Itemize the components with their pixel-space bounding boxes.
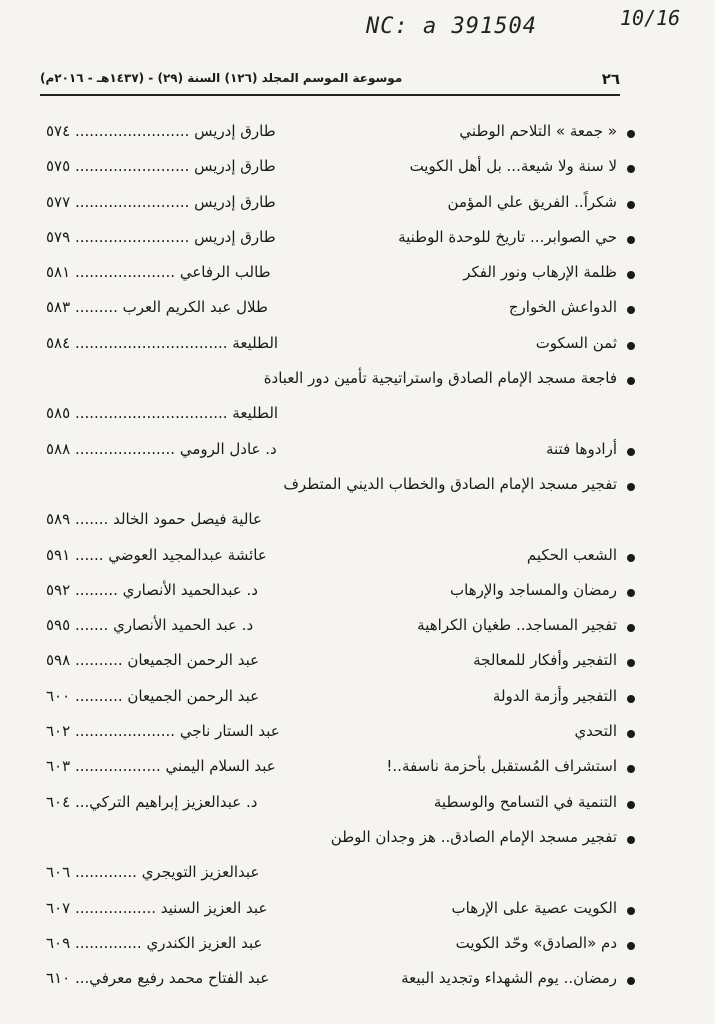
bullet-icon xyxy=(627,554,635,562)
entry-title: التحدي xyxy=(574,722,617,741)
page-number: ٢٦ xyxy=(601,70,620,88)
entry-author-page: عبد الستار ناجي ..................... ٦٠٢ xyxy=(46,722,280,741)
page-header xyxy=(40,68,620,92)
toc-entry xyxy=(46,506,617,541)
entry-author-page: طارق إدريس ........................ ٥٧٥ xyxy=(46,157,276,176)
bullet-icon xyxy=(627,236,635,244)
toc-entry xyxy=(46,753,617,788)
bullet-icon xyxy=(627,483,635,491)
entry-author-page: طالب الرفاعي ..................... ٥٨١ xyxy=(46,263,271,282)
entry-title: الكويت عصية على الإرهاب xyxy=(451,898,617,917)
toc-entry xyxy=(46,789,617,824)
toc-entry xyxy=(46,224,617,259)
toc-entry xyxy=(46,400,617,435)
bullet-icon xyxy=(627,942,635,950)
entry-author-page: الطليعة ................................ ٥٨٤ xyxy=(46,333,279,352)
toc-entry xyxy=(46,294,617,329)
toc-entry xyxy=(46,471,617,506)
entry-title: « جمعة » التلاحم الوطني xyxy=(459,122,617,140)
toc-entry xyxy=(46,365,617,400)
entry-title: الدواعش الخوارج xyxy=(508,298,617,317)
entry-author-page: عبد الفتاح محمد رفيع معرفي... ٦١٠ xyxy=(46,969,270,988)
toc-entry xyxy=(46,895,617,930)
entry-title: ثمن السكوت xyxy=(535,333,617,352)
toc-entry xyxy=(46,189,617,224)
entry-author-page: د. عبدالحميد الأنصاري ......... ٥٩٢ xyxy=(46,580,258,599)
bullet-icon xyxy=(627,589,635,597)
toc-entry xyxy=(46,577,617,612)
table-of-contents xyxy=(46,118,617,1000)
bullet-icon xyxy=(627,695,635,703)
bullet-icon xyxy=(627,907,635,915)
header-rule xyxy=(40,94,620,96)
bullet-icon xyxy=(627,377,635,385)
bullet-icon xyxy=(627,730,635,738)
entry-title: حي الصوابر... تاريخ للوحدة الوطنية xyxy=(398,227,617,246)
entry-title: أرادوها فتنة xyxy=(545,439,617,458)
entry-author-page: د. عبد الحميد الأنصاري ....... ٥٩٥ xyxy=(46,616,254,635)
entry-author-page: عبد الرحمن الجميعان .......... ٦٠٠ xyxy=(46,686,260,705)
journal-title: موسوعة الموسم المجلد (١٢٦) السنة (٢٩) - (١٤٣٧هـ - ٢٠١٦م) xyxy=(40,71,403,85)
entry-title: تفجير مسجد الإمام الصادق.. هز وجدان الوطن xyxy=(330,827,617,846)
bullet-icon xyxy=(627,765,635,773)
toc-entry xyxy=(46,118,617,153)
toc-entry xyxy=(46,647,617,682)
entry-author-page: الطليعة ................................ ٥٨٥ xyxy=(46,404,279,423)
bullet-icon xyxy=(627,448,635,456)
entry-title: شكراً.. الفريق علي المؤمن xyxy=(447,192,617,211)
entry-author-page: طارق إدريس ........................ ٥٧٧ xyxy=(46,192,276,211)
bullet-icon xyxy=(627,201,635,209)
toc-entry xyxy=(46,718,617,753)
bullet-icon xyxy=(627,306,635,314)
entry-title: التفجير وأزمة الدولة xyxy=(492,686,617,705)
entry-title: التنمية في التسامح والوسطية xyxy=(433,792,617,811)
toc-entry xyxy=(46,436,617,471)
bullet-icon xyxy=(627,836,635,844)
bullet-icon xyxy=(627,165,635,173)
entry-author-page: د. عبدالعزيز إبراهيم التركي... ٦٠٤ xyxy=(46,792,258,811)
entry-author-page: عائشة عبدالمجيد العوضي ...... ٥٩١ xyxy=(46,545,267,564)
entry-author-page: عبد العزيز الكندري .............. ٦٠٩ xyxy=(46,933,263,952)
toc-entry xyxy=(46,683,617,718)
bullet-icon xyxy=(627,624,635,632)
toc-entry xyxy=(46,824,617,859)
entry-author-page: عبد الرحمن الجميعان .......... ٥٩٨ xyxy=(46,651,260,670)
handwritten-number: 10/16 xyxy=(620,6,681,30)
toc-entry xyxy=(46,965,617,1000)
entry-title: ظلمة الإرهاب ونور الفكر xyxy=(463,263,617,282)
toc-entry xyxy=(46,542,617,577)
bullet-icon xyxy=(627,977,635,985)
entry-title: تفجير المساجد.. طغيان الكراهية xyxy=(417,616,617,635)
entry-author-page: عالية فيصل حمود الخالد ....... ٥٨٩ xyxy=(46,510,262,529)
toc-entry xyxy=(46,612,617,647)
entry-title: الشعب الحكيم xyxy=(526,545,617,564)
entry-title: دم «الصادق» وحّد الكويت xyxy=(455,933,617,952)
entry-title: فاجعة مسجد الإمام الصادق واستراتيجية تأمين دور العبادة xyxy=(263,369,617,388)
entry-title: التفجير وأفكار للمعالجة xyxy=(473,651,617,670)
entry-author-page: عبدالعزيز التويجري ............. ٦٠٦ xyxy=(46,863,260,882)
entry-title: لا سنة ولا شيعة... بل أهل الكويت xyxy=(409,157,617,176)
bullet-icon xyxy=(627,801,635,809)
entry-title: تفجير مسجد الإمام الصادق والخطاب الديني المتطرف xyxy=(283,474,617,493)
entry-author-page: طارق إدريس ........................ ٥٧٤ xyxy=(46,122,276,140)
toc-entry xyxy=(46,330,617,365)
entry-author-page: طلال عبد الكريم العرب ......... ٥٨٣ xyxy=(46,298,268,317)
toc-entry xyxy=(46,859,617,894)
toc-entry xyxy=(46,153,617,188)
entry-author-page: د. عادل الرومي ..................... ٥٨٨ xyxy=(46,439,277,458)
toc-entry xyxy=(46,259,617,294)
entry-author-page: عبد السلام اليمني .................. ٦٠٣ xyxy=(46,757,276,776)
toc-entry xyxy=(46,930,617,965)
entry-author-page: طارق إدريس ........................ ٥٧٩ xyxy=(46,227,276,246)
bullet-icon xyxy=(627,659,635,667)
entry-title: استشراف المُستقبل بأحزمة ناسفة..! xyxy=(386,757,617,776)
bullet-icon xyxy=(627,342,635,350)
entry-title: رمضان.. يوم الشهداء وتجديد البيعة xyxy=(401,969,617,988)
handwritten-code: NC: a 391504 xyxy=(366,14,537,39)
bullet-icon xyxy=(627,271,635,279)
entry-author-page: عبد العزيز السنيد ................. ٦٠٧ xyxy=(46,898,268,917)
bullet-icon xyxy=(627,130,635,138)
entry-title: رمضان والمساجد والإرهاب xyxy=(450,580,617,599)
